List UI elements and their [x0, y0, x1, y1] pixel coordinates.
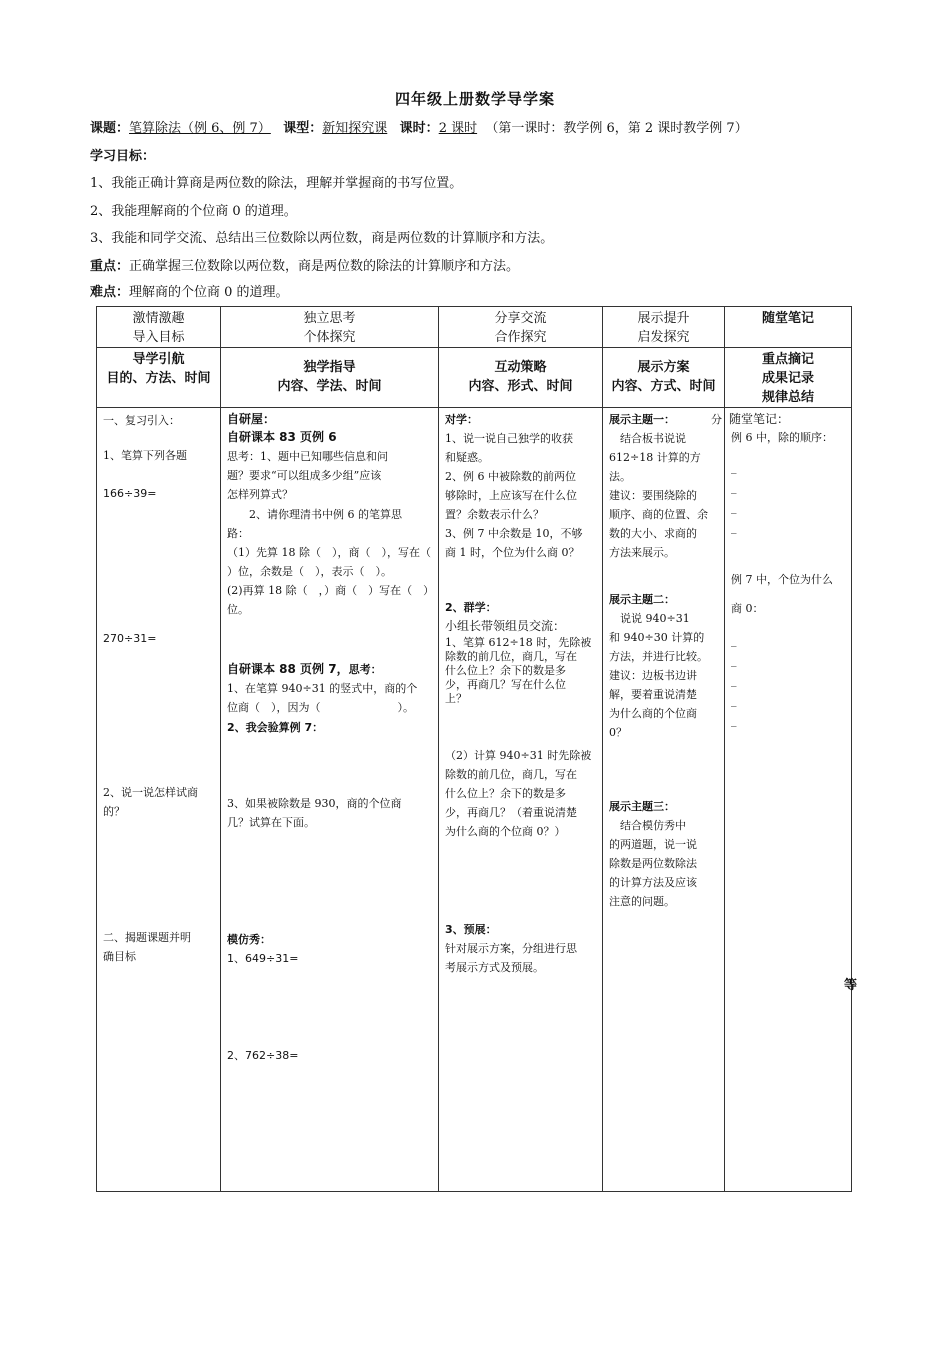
example7-question: 1、在笔算 940÷31 的竖式中，商的个 位商（ ），因为（ ）。: [227, 682, 418, 714]
topic-label: 课题：: [90, 121, 130, 136]
header1-col3: 分享交流 合作探究: [439, 307, 603, 348]
header2-col2: 独学指导 内容、学法、时间: [221, 348, 439, 408]
example7-note: 例 7 中，个位为什么: [731, 573, 833, 586]
page-title: 四年级上册数学导学案: [394, 90, 555, 108]
notes-heading: 随堂笔记：: [729, 412, 790, 426]
note-blank: _: [731, 654, 737, 667]
group-study-heading: 2、群学：: [445, 601, 497, 614]
note-blank: _: [731, 694, 737, 707]
note-blank: _: [731, 461, 737, 474]
header1-col2: 独立思考 个体探究: [221, 307, 439, 348]
section-two-heading: 确目标: [103, 950, 136, 963]
pair-item: 2、例 6 中被除数的前两位 够除时，上应该写在什么位 置？余数表示什么？: [445, 470, 577, 521]
type-label: 课型：: [283, 121, 323, 136]
theme-one-tail: 分: [711, 413, 722, 426]
theme-two-text: 说说 940÷31 和 940÷30 计算的 方法，并进行比较。 建议：边板书边讲 解，要着重说清楚 为什么商的个位商 0？: [609, 612, 708, 739]
notes-column: [725, 408, 852, 1192]
header2-col4: 展示方案 内容、方式、时间: [603, 348, 725, 408]
note-blank: _: [731, 714, 737, 727]
study-plan-table: [96, 306, 852, 1192]
verify-heading: 2、我会验算例 7：: [227, 721, 324, 734]
group-item: 1、笔算 612÷18 时，先除被 除数的前几位，商几，写在 什么位上？余下的数是多 少，再商几？写在什么位 上？: [445, 636, 592, 705]
goals-label: 学习目标：: [90, 149, 156, 164]
exercise: 270÷31=: [103, 632, 157, 645]
key-point: [90, 255, 519, 274]
header1-col1: 激情激趣 导入目标: [97, 307, 221, 348]
stray-character: 等: [844, 978, 858, 993]
period-value: 2 课时: [438, 121, 478, 136]
theme-three-heading: 展示主题三：: [609, 800, 675, 813]
example7-heading: 自研课本 88 页例 7，思考：: [227, 662, 382, 676]
self-study-column: [221, 408, 439, 1192]
group-lead: 小组长带领组员交流：: [445, 619, 566, 633]
think-block: 思考：1、题中已知哪些信息和问 题？要求“可以组成多少组”应该 怎样列算式？: [227, 450, 388, 501]
difficult-point: [90, 281, 289, 300]
header1-col4: 展示提升 启发探究: [603, 307, 725, 348]
pair-item: 3、例 7 中余数是 10，不够 商 1 时，个位为什么商 0？: [445, 527, 583, 559]
info-line: [90, 117, 748, 136]
trial-question: 2、说一说怎样试商: [103, 786, 198, 799]
example6-heading: 自研课本 83 页例 6: [227, 430, 337, 444]
difficult-point-text: 理解商的个位商 0 的道理。: [129, 285, 289, 300]
example7-note: 商 0：: [731, 602, 764, 615]
goal-item: 1、我能正确计算商是两位数的除法，理解并掌握商的书写位置。: [90, 176, 463, 191]
period-label: 课时：: [399, 121, 439, 136]
preview-heading: 3、预展：: [445, 923, 497, 936]
note-blank: _: [731, 521, 737, 534]
self-study-heading: 自研屋：: [227, 412, 276, 426]
review-heading: 一、复习引入：: [103, 414, 180, 427]
theme-two-heading: 展示主题二：: [609, 593, 675, 606]
pair-item: 1、说一说自己独学的收获 和疑惑。: [445, 432, 573, 464]
header2-col3: 互动策略 内容、形式、时间: [439, 348, 603, 408]
key-point-label: 重点：: [90, 259, 130, 274]
interaction-column: [439, 408, 603, 1192]
header1-col5: 随堂笔记: [725, 307, 852, 348]
note-blank: _: [731, 674, 737, 687]
pair-study-heading: 对学：: [445, 413, 478, 426]
note-blank: _: [731, 634, 737, 647]
imitate-heading: 模仿秀：: [227, 933, 271, 946]
header2-col5: 重点摘记 成果记录 规律总结: [725, 348, 852, 408]
theme-three-text: 结合模仿秀中 的两道题，说一说 除数是两位数除法 的计算方法及应该 注意的问题。: [609, 819, 697, 908]
header2-col1: 导学引航 目的、方法、时间: [97, 348, 221, 408]
theme-one-heading: 展示主题一：: [609, 413, 675, 426]
theme-one-text: 结合板书说说 612÷18 计算的方 法。 建议：要围绕除的 顺序、商的位置、余 数的大小、求商的 方法来展示。: [609, 432, 708, 559]
presentation-column: [603, 408, 725, 1192]
section-two-heading: 二、揭题课题并明: [103, 931, 191, 944]
trial-question: 的？: [103, 805, 125, 818]
guide-column: [97, 408, 221, 1192]
topic-value: 笔算除法（例 6、例 7）: [129, 121, 271, 136]
imitate-exercise: 1、649÷31=: [227, 952, 299, 965]
imitate-exercise: 2、762÷38=: [227, 1049, 299, 1062]
example6-steps: 2、请你理清书中例 6 的笔算思 路： （1）先算 18 除（ ），商（ ），写在（ ）位，余数是（ ），表示（ ）。 (2)再算 18 除（ ，）商（ ）写在（ ） 位。: [227, 508, 435, 616]
goal-item: 3、我能和同学交流、总结出三位数除以两位数，商是两位数的计算顺序和方法。: [90, 231, 554, 246]
review-question: 1、笔算下列各题: [103, 449, 187, 462]
period-note: （第一课时：教学例 6，第 2 课时教学例 7）: [485, 121, 748, 136]
preview-text: 针对展示方案，分组进行思 考展示方式及预展。: [445, 942, 577, 974]
note-blank: _: [731, 481, 737, 494]
group-item: （2）计算 940÷31 时先除被 除数的前几位，商几，写在 什么位上？余下的数是多 少，再商几？（着重说清楚 为什么商的个位商 0？）: [445, 749, 592, 838]
example6-note: 例 6 中，除的顺序：: [731, 431, 833, 444]
type-value: 新知探究课: [322, 121, 388, 136]
question-930: 3、如果被除数是 930，商的个位商 几？试算在下面。: [227, 797, 402, 829]
exercise: 166÷39=: [103, 487, 157, 500]
key-point-text: 正确掌握三位数除以两位数，商是两位数的除法的计算顺序和方法。: [129, 259, 520, 274]
goal-item: 2、我能理解商的个位商 0 的道理。: [90, 204, 297, 219]
note-blank: _: [731, 501, 737, 514]
difficult-point-label: 难点：: [90, 285, 130, 300]
